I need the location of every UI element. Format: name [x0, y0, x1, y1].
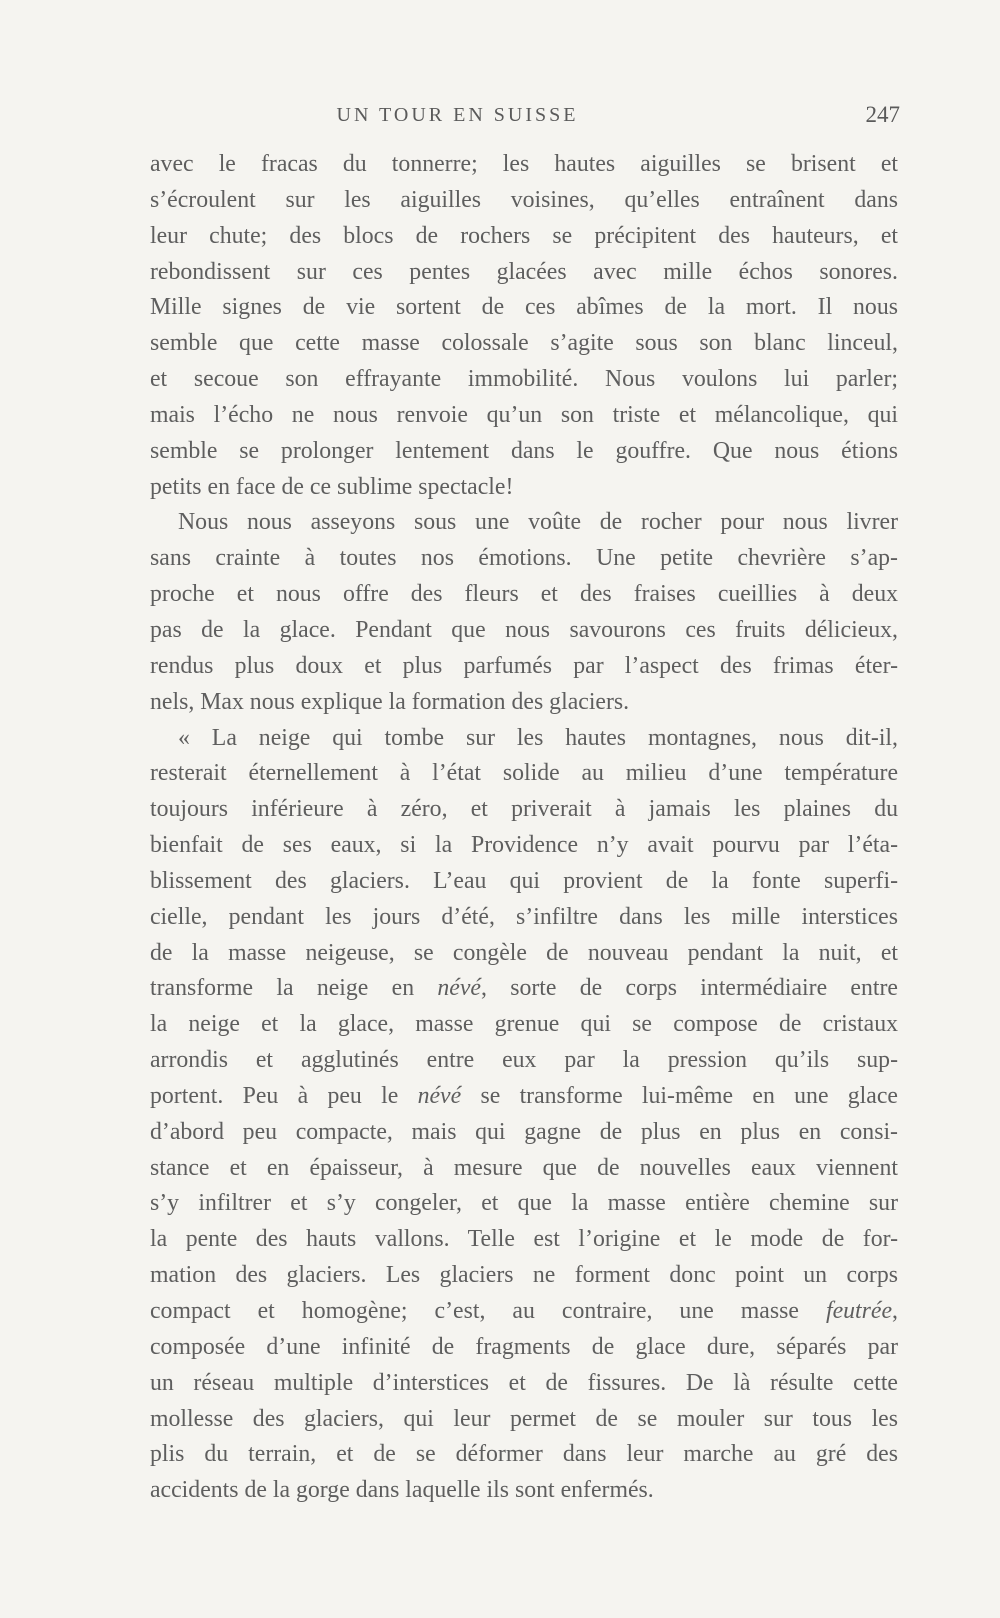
text-line: avec le fracas du tonnerre; les hautes aiguilles se brisent et [150, 151, 898, 177]
text-line: proche et nous offre des fleurs et des fraises cueillies à deux [150, 581, 898, 608]
text-line: toujours inférieure à zéro, et priverait à jamais les plaines du [150, 796, 898, 823]
text-line: et secoue son effrayante immobilité. Nous voulons lui parler; [150, 366, 898, 393]
text-line: accidents de la gorge dans laquelle ils sont enfermés. [150, 1477, 654, 1504]
text-line: semble se prolonger lentement dans le gouffre. Que nous étions [150, 437, 898, 464]
text-line: bienfait de ses eaux, si la Providence n’y avait pourvu par l’éta- [150, 832, 898, 859]
text-line: s’y infiltrer et s’y congeler, et que la masse entière chemine sur [150, 1190, 898, 1217]
text-line: rendus plus doux et plus parfumés par l’aspect des frimas éter- [150, 652, 898, 679]
page-number: 247 [865, 102, 900, 127]
text-line: la pente des hauts vallons. Telle est l’origine et le mode de for- [150, 1226, 898, 1253]
text-line: transforme la neige en névé, sorte de corps intermédiaire entre [150, 975, 898, 1002]
running-head [150, 100, 900, 132]
text-line: mollesse des glaciers, qui leur permet de se mouler sur tous les [150, 1405, 898, 1432]
paragraph [150, 147, 898, 505]
text-line: Mille signes de vie sortent de ces abîmes de la mort. Il nous [150, 294, 898, 321]
text-line: de la masse neigeuse, se congèle de nouveau pendant la nuit, et [150, 939, 898, 966]
text-line: s’écroulent sur les aiguilles voisines, qu’elles entraînent dans [150, 186, 898, 213]
text-line: « La neige qui tombe sur les hautes montagnes, nous dit-il, [178, 724, 898, 751]
italic-word: névé [437, 975, 481, 1002]
italic-word: feutrée [825, 1298, 893, 1324]
running-title: UN TOUR EN SUISSE [336, 104, 579, 126]
text-line: petits en face de ce sublime spectacle! [150, 473, 514, 500]
text-line: blissement des glaciers. L’eau qui provient de la fonte superfi- [150, 867, 898, 894]
text-line: semble que cette masse colossale s’agite sous son blanc linceul, [150, 330, 898, 357]
text-line: rebondissent sur ces pentes glacées avec mille échos sonores. [150, 258, 898, 285]
italic-word: névé [417, 1082, 462, 1109]
text-line: plis du terrain, et de se déformer dans leur marche au gré des [150, 1441, 898, 1468]
text-line: pas de la glace. Pendant que nous savourons ces fruits délicieux, [150, 616, 898, 643]
text-line: d’abord peu compacte, mais qui gagne de plus en plus en consi- [150, 1118, 898, 1145]
text-line: composée d’une infinité de fragments de glace dure, séparés par [150, 1333, 898, 1360]
body-text [150, 147, 898, 1509]
text-line: Nous nous asseyons sous une voûte de rocher pour nous livrer [178, 509, 898, 536]
text-line: arrondis et agglutinés entre eux par la pression qu’ils sup- [150, 1047, 898, 1074]
text-line: portent. Peu à peu le névé se transforme lui-même en une glace [150, 1082, 898, 1109]
text-line: mais l’écho ne nous renvoie qu’un son triste et mélancolique, qui [150, 401, 898, 428]
text-line: resterait éternellement à l’état solide au milieu d’une température [150, 760, 898, 787]
text-line: nels, Max nous explique la formation des glaciers. [150, 688, 630, 715]
text-line: cielle, pendant les jours d’été, s’infiltre dans les mille interstices [150, 903, 898, 930]
text-line: sans crainte à toutes nos émotions. Une petite chevrière s’ap- [150, 545, 898, 572]
text-line: un réseau multiple d’interstices et de fissures. De là résulte cette [150, 1369, 898, 1396]
paragraph [150, 721, 898, 1510]
text-line: compact et homogène; c’est, au contraire, une masse feutrée, [150, 1298, 898, 1324]
text-line: leur chute; des blocs de rochers se précipitent des hauteurs, et [150, 222, 898, 249]
text-line: la neige et la glace, masse grenue qui se compose de cristaux [150, 1011, 898, 1038]
text-line: mation des glaciers. Les glaciers ne forment donc point un corps [150, 1262, 898, 1289]
text-line: stance et en épaisseur, à mesure que de nouvelles eaux viennent [150, 1154, 898, 1181]
paragraph [150, 505, 898, 720]
